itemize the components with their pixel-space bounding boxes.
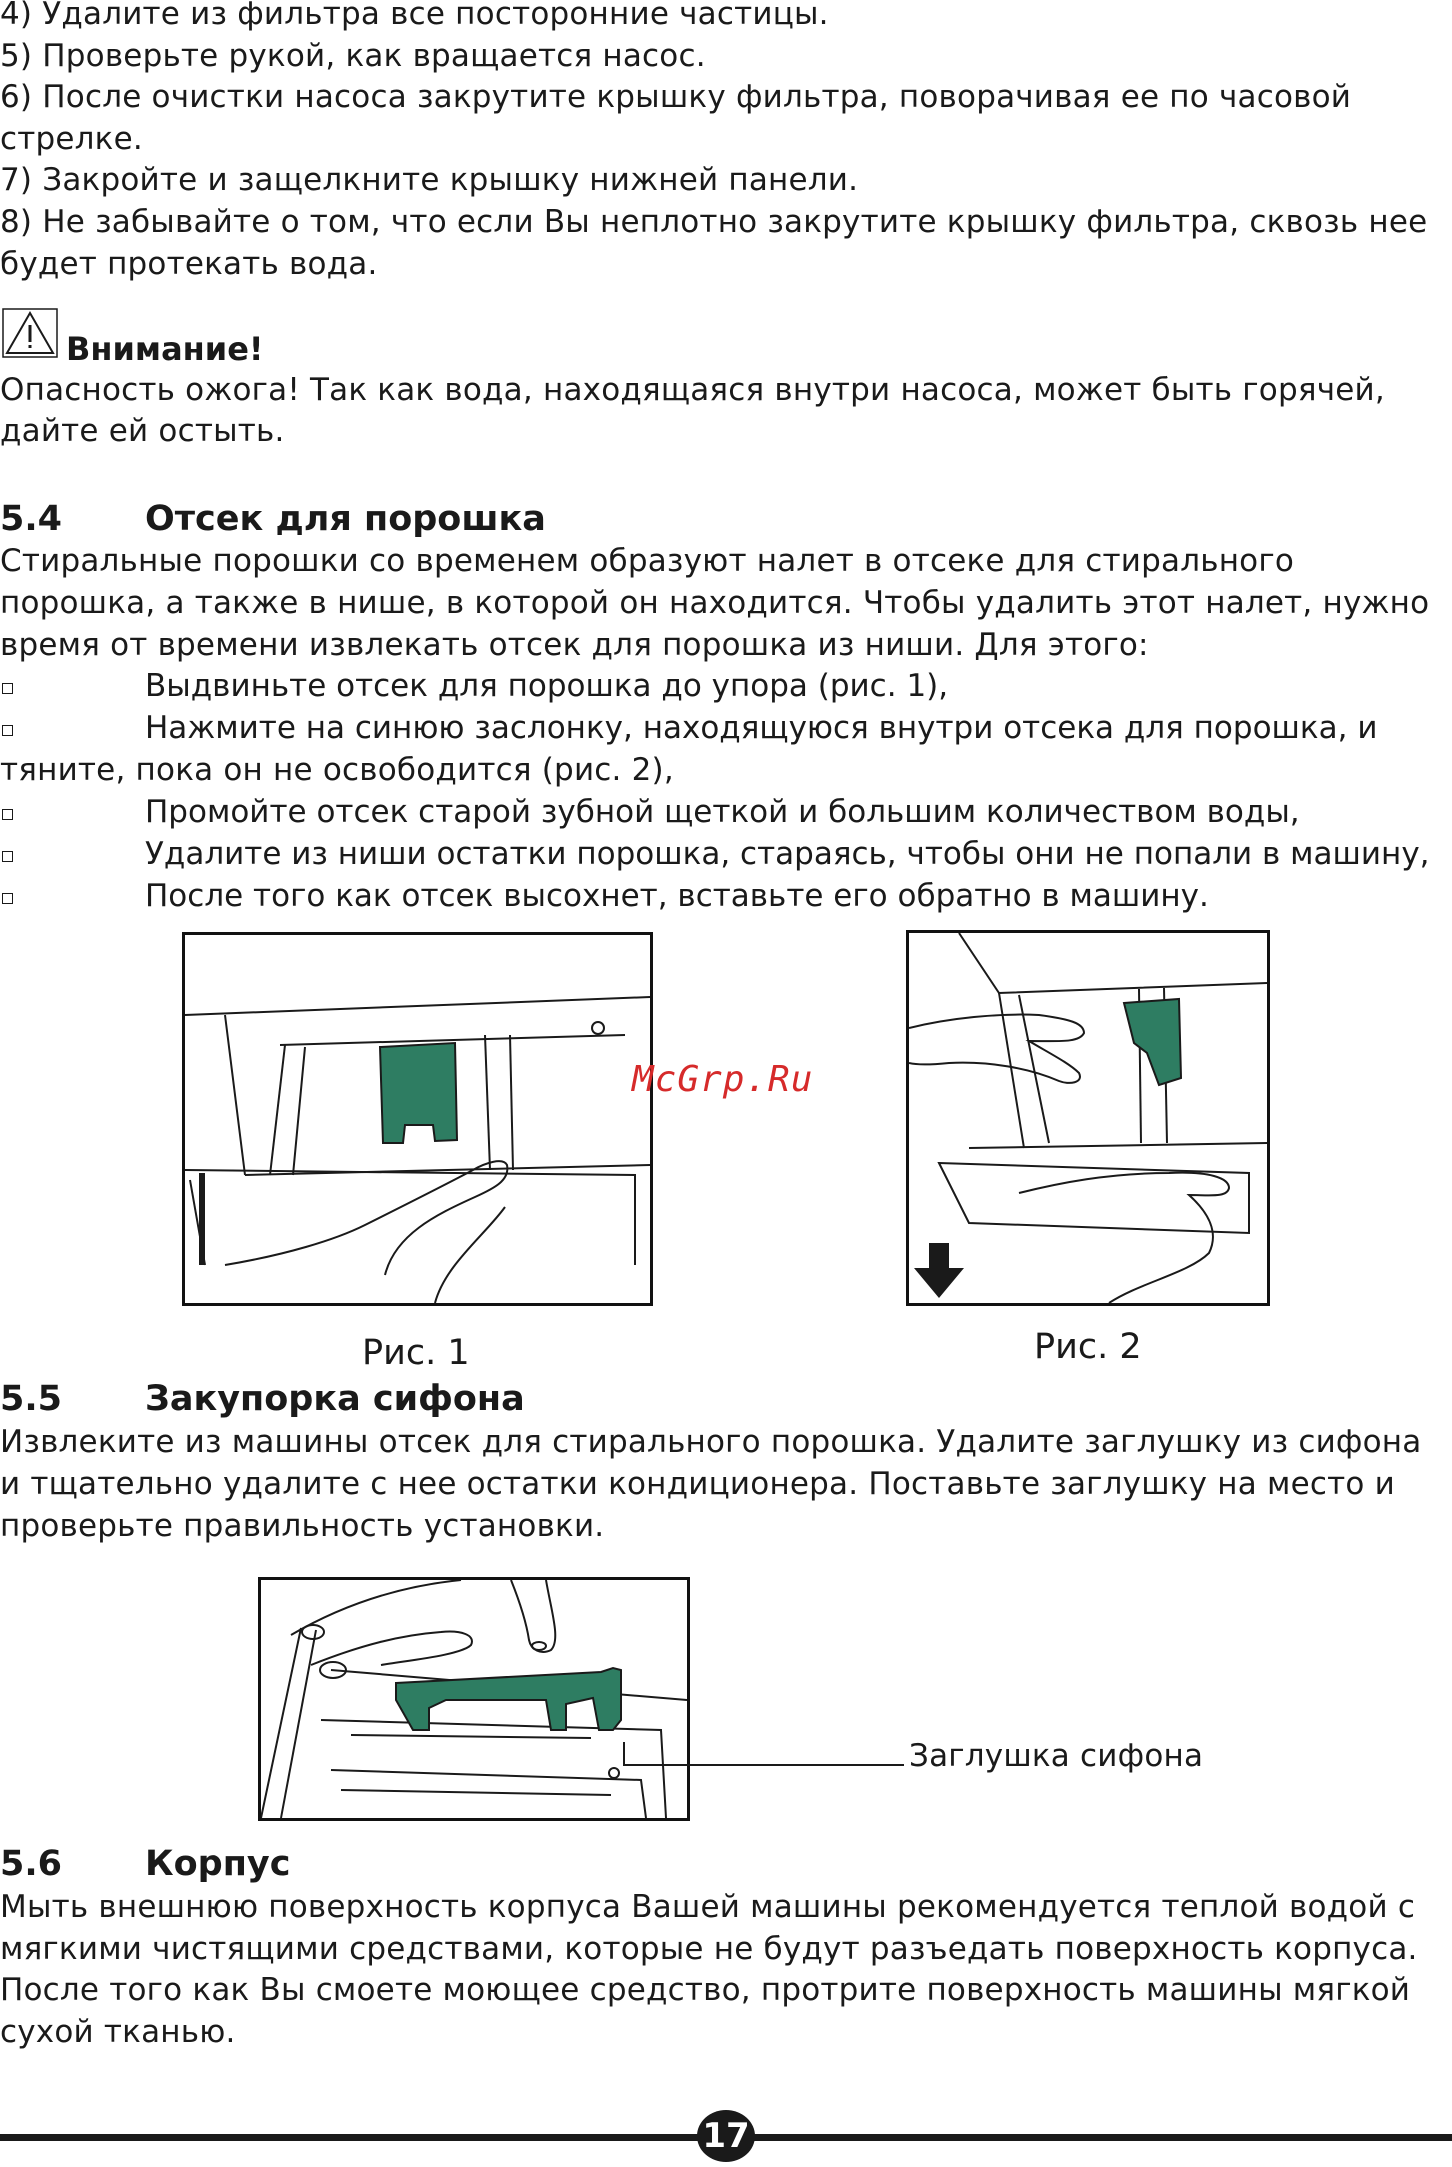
section-5-4-heading — [0, 497, 546, 541]
warning-line-2: дайте ей остыть. — [0, 413, 285, 449]
bullet-5: После того как отсек высохнет, вставьте его обратно в машину. — [145, 878, 1209, 914]
bullet-4: Удалите из ниши остатки порошка, стараясь, чтобы они не попали в машину, — [145, 836, 1430, 872]
section-5-6-line-3: После того как Вы смоете моющее средство, протрите поверхность машины мягкой — [0, 1972, 1411, 2008]
step-5: 5) Проверьте рукой, как вращается насос. — [0, 38, 706, 74]
bullet-icon — [2, 725, 13, 736]
callout-line — [620, 1740, 905, 1770]
bullet-icon — [2, 683, 13, 694]
bullet-3: Промойте отсек старой зубной щеткой и большим количеством воды, — [145, 794, 1300, 830]
section-5-5-line-1: Извлеките из машины отсек для стирального порошка. Удалите заглушку из сифона — [0, 1424, 1422, 1460]
bullet-1: Выдвиньте отсек для порошка до упора (рис. 1), — [145, 668, 949, 704]
section-5-6-line-1: Мыть внешнюю поверхность корпуса Вашей машины рекомендуется теплой водой с — [0, 1889, 1416, 1925]
bullet-2: Нажмите на синюю заслонку, находящуюся внутри отсека для порошка, и — [145, 710, 1378, 746]
section-5-5-line-2: и тщательно удалите с нее остатки кондиционера. Поставьте заглушку на место и — [0, 1466, 1395, 1502]
section-5-6-line-4: сухой тканью. — [0, 2014, 236, 2050]
page-number: 17 — [697, 2110, 755, 2162]
figure-2-caption: Рис. 2 — [1034, 1327, 1142, 1367]
step-7: 7) Закройте и защелкните крышку нижней панели. — [0, 162, 859, 198]
bullet-2-cont: тяните, пока он не освободится (рис. 2), — [0, 752, 674, 788]
warning-title: Внимание! — [66, 330, 264, 368]
warning-line-1: Опасность ожога! Так как вода, находящаяся внутри насоса, может быть горячей, — [0, 372, 1385, 408]
step-8-cont: будет протекать вода. — [0, 246, 378, 282]
section-5-5-heading — [0, 1377, 525, 1421]
callout-label: Заглушка сифона — [909, 1738, 1204, 1774]
section-number: 5.6 — [0, 1844, 63, 1884]
section-5-4-line-2: порошка, а также в нише, в которой он находится. Чтобы удалить этот налет, нужно — [0, 585, 1430, 621]
section-number: 5.4 — [0, 499, 63, 539]
section-title: Закупорка сифона — [145, 1379, 525, 1419]
section-title: Корпус — [145, 1844, 291, 1884]
figure-1-illustration — [182, 932, 653, 1306]
watermark: McGrp.Ru — [632, 1059, 814, 1100]
step-4: 4) Удалите из фильтра все посторонние частицы. — [0, 0, 829, 32]
section-5-4-line-1: Стиральные порошки со временем образуют налет в отсеке для стирального — [0, 543, 1294, 579]
section-number: 5.5 — [0, 1379, 63, 1419]
figure-3-illustration — [258, 1577, 690, 1821]
figure-1-caption: Рис. 1 — [362, 1333, 470, 1373]
bullet-icon — [2, 809, 13, 820]
section-title: Отсек для порошка — [145, 499, 546, 539]
section-5-6-heading — [0, 1842, 290, 1886]
warning-icon — [2, 308, 58, 358]
step-6-cont: стрелке. — [0, 121, 143, 157]
figure-2-illustration — [906, 930, 1270, 1306]
step-6: 6) После очистки насоса закрутите крышку фильтра, поворачивая ее по часовой — [0, 79, 1352, 115]
bullet-icon — [2, 851, 13, 862]
bullet-icon — [2, 893, 13, 904]
section-5-4-line-3: время от времени извлекать отсек для порошка из ниши. Для этого: — [0, 627, 1149, 663]
step-8: 8) Не забывайте о том, что если Вы неплотно закрутите крышку фильтра, сквозь нее — [0, 204, 1428, 240]
section-5-6-line-2: мягкими чистящими средствами, которые не будут разъедать поверхность корпуса. — [0, 1931, 1418, 1967]
section-5-5-line-3: проверьте правильность установки. — [0, 1508, 605, 1544]
